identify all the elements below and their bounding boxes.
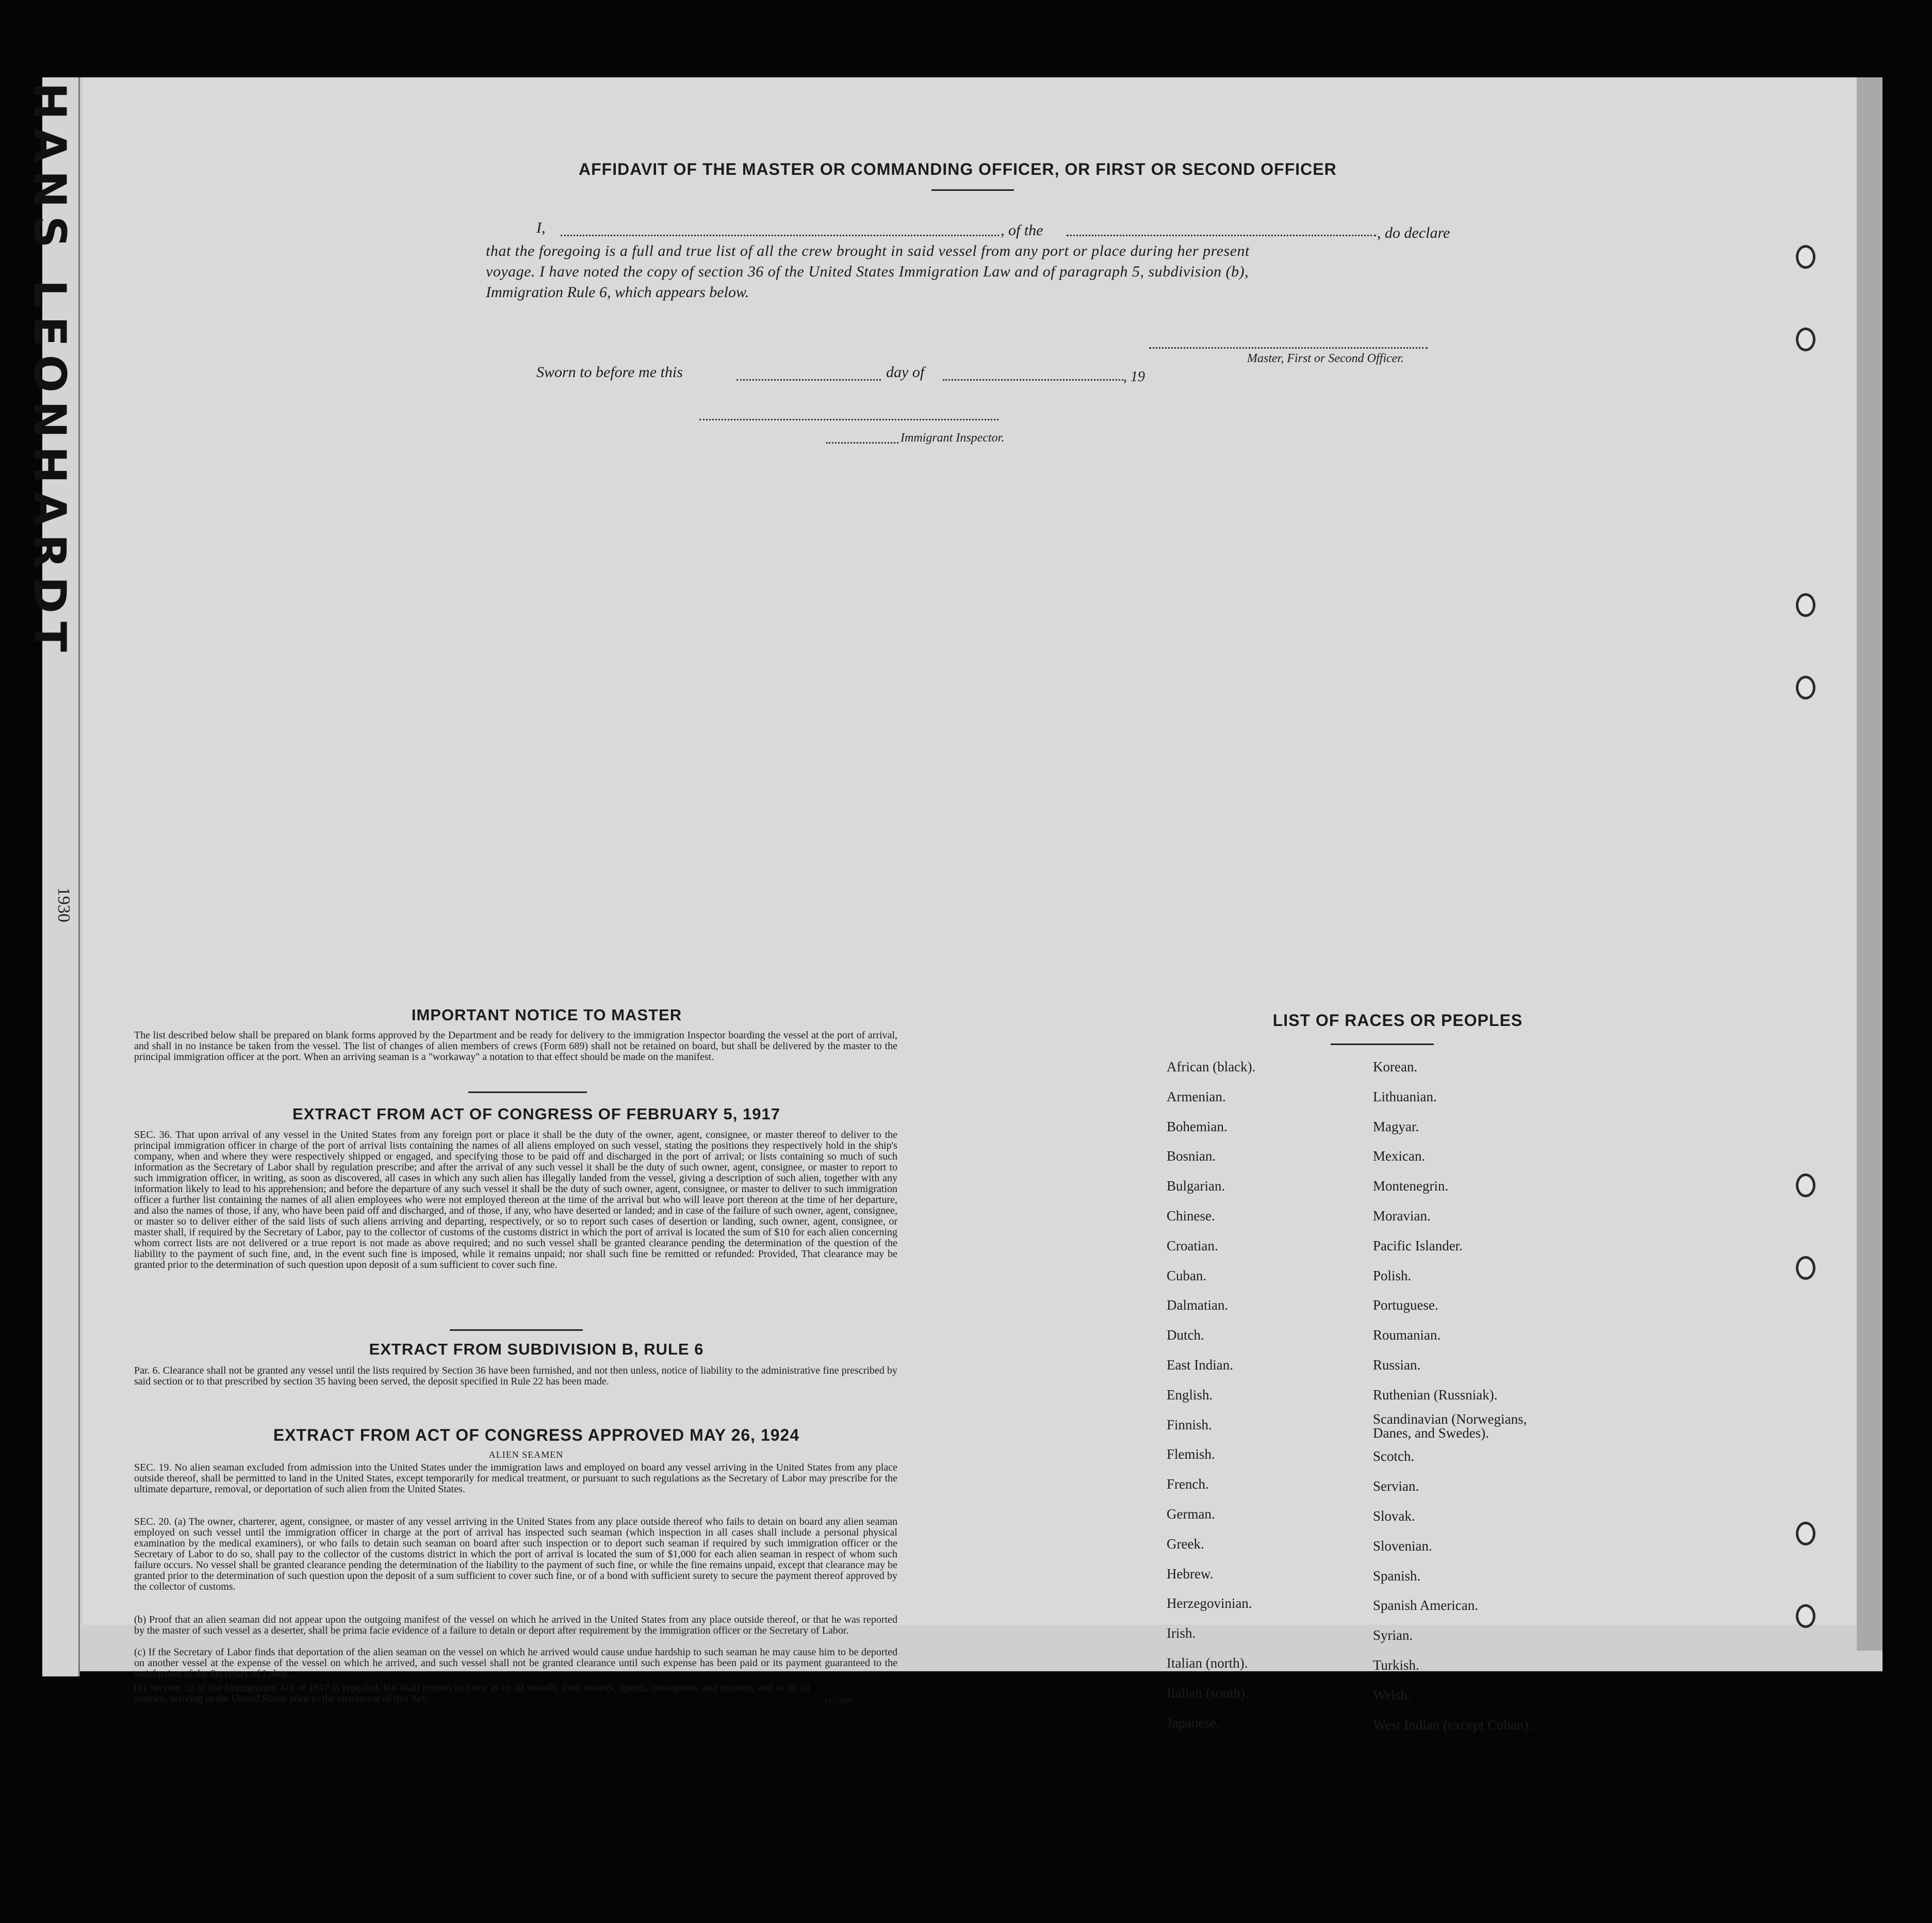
list-item: West Indian (except Cuban). <box>1373 1717 1532 1733</box>
races-title-rule <box>1331 1044 1434 1045</box>
extract-1924-sec20a: SEC. 20. (a) The owner, charterer, agent, consignee, or master of any vessel arriving in the United States from any place outside thereof who fails to detain on board any alien seaman employed on such vessel until the immigration officer in charge at the port of arrival has inspected such seaman (which inspection in all cases shall include a personal physical examination by the medical examiners), or who fails to detain such seaman on board after such inspection or to deport such seaman if required by such immigration officer or the Secretary of Labor to do so, shall pay to the collector of the customs district in which the port of arrival is located the sum of $1,000 for each alien seaman in respect of whom such failure occurs. No vessel shall be granted clearance pending the determination of the liability to the payment of such fine, or while the fine remains unpaid, except that clearance may be granted prior to the determination of such question upon the deposit of a sum sufficient to cover such fine, or of a bond with sufficient surety to secure the payment thereof approved by the collector of customs. <box>134 1516 897 1592</box>
list-item: German. <box>1167 1506 1215 1522</box>
sworn-label: Sworn to before me this <box>536 364 683 381</box>
section-rule <box>468 1091 587 1093</box>
binder-hole-icon <box>1796 245 1815 269</box>
list-item: Roumanian. <box>1373 1327 1441 1343</box>
list-item: Moravian. <box>1373 1208 1431 1224</box>
list-item: Slovenian. <box>1373 1538 1432 1554</box>
day-of-label: day of <box>886 364 925 381</box>
list-item: Lithuanian. <box>1373 1088 1437 1104</box>
inspector-blank-line-upper <box>699 419 998 420</box>
list-item: Italian (south). <box>1167 1685 1249 1701</box>
list-item: Flemish. <box>1167 1446 1215 1462</box>
list-item: Cuban. <box>1167 1267 1207 1283</box>
affidavit-i-label: I, <box>536 219 546 236</box>
extract-1917-body: SEC. 36. That upon arrival of any vessel in the United States from any foreign port or place it shall be the duty of the owner, agent, consignee, or master thereof to deliver to the principal immigration officer in charge of the port of arrival lists containing the names of all aliens employed on such vessel, stating the positions they respectively hold in the ship's company, when and where they were respectively shipped or engaged, and specifying those to be paid off and discharged in the port of arrival; or lists containing so much of such information as the Secretary of Labor shall by regulation prescribe; and after the arrival of any such vessel it shall be the duty of such owner, agent, consignee, or master to report to such immigration officer, in writing, as soon as discovered, all cases in which any such alien has illegally landed from the vessel, giving a description of such alien, together with any information likely to lead to his apprehension; and before the departure of any such vessel it shall be the duty of such owner, agent, consignee, or master to deliver to such immigration officer a further list containing the names of all alien employees who were not employed thereon at the time of the arrival but who will leave port thereon at the time of her departure, and also the names of those, if any, who have been paid off and discharged, and of those, if any, who have deserted or landed; and in case of the failure of such owner, agent, consignee, or master so to deliver either of the said lists of such aliens arriving and departing, respectively, or so to report such cases of desertion or landing, such owner, agent, consignee, or master shall, if required by the Secretary of Labor, pay to the collector of customs of the customs district in which the port of arrival is located the sum of $10 for each alien concerning whom correct lists are not delivered or a true report is not made as above required; and no such vessel shall be granted clearance pending the determination of the question of the liability to the payment of such fine, and, in the event such fine is imposed, while it remains unpaid; nor shall such fine be remitted or refunded: Provided, That clearance may be granted prior to the determination of such question upon deposit of a sum sufficient to cover such fine. <box>134 1129 897 1270</box>
spine-number: 1930 <box>54 887 73 922</box>
races-title: LIST OF RACES OR PEOPLES <box>1272 1011 1523 1030</box>
inspector-blank-line <box>826 442 898 444</box>
list-item: Slovak. <box>1373 1508 1415 1524</box>
form-number: 14—1240 <box>824 1697 853 1705</box>
vessel-blank-line <box>1067 235 1376 236</box>
list-item: Scotch. <box>1373 1448 1415 1464</box>
list-item: Welsh. <box>1373 1687 1411 1703</box>
list-item: French. <box>1167 1476 1209 1492</box>
affidavit-line-4: Immigration Rule 6, which appears below. <box>486 284 749 301</box>
spine-label: HANS LEONHARDT <box>24 83 75 660</box>
affidavit-title: AFFIDAVIT OF THE MASTER OR COMMANDING OFFICER, OR FIRST OR SECOND OFFICER <box>579 160 1337 178</box>
list-item: Japanese. <box>1167 1715 1220 1731</box>
list-item: Pacific Islander. <box>1373 1237 1463 1253</box>
document-page <box>83 77 1857 1625</box>
list-item: Hebrew. <box>1167 1566 1214 1582</box>
title-rule <box>931 189 1014 191</box>
affidavit-do-declare: , do declare <box>1377 224 1450 241</box>
list-item: Dalmatian. <box>1167 1297 1229 1313</box>
list-item: Spanish. <box>1373 1568 1421 1584</box>
list-item: Servian. <box>1373 1478 1419 1494</box>
extract-1924-sec20b: (b) Proof that an alien seaman did not appear upon the outgoing manifest of the vessel on which he arrived in the United States from any place outside thereof, or that he was reported by the master of such vessel as a deserter, shall be prima facie evidence of a failure to detain or deport after requirement by the immigration officer or the Secretary of Labor. <box>134 1614 897 1636</box>
list-item: Finnish. <box>1167 1416 1212 1432</box>
notice-body: The list described below shall be prepared on blank forms approved by the Department and be ready for delivery to the immigration Inspector boarding the vessel at the port of arrival, and shall in no instance be taken from the vessel. The list of changes of alien members of crews (Form 689) shall not be retained on board, but shall be delivered by the master to the principal immigration officer at the port. When an arriving seaman is a "workaway" a notation to that effect should be made on the manifest. <box>134 1030 897 1063</box>
races-list-right <box>1373 1052 1590 1740</box>
list-item: Montenegrin. <box>1373 1178 1449 1194</box>
binder-hole-icon <box>1796 1256 1815 1280</box>
affidavit-line-2: that the foregoing is a full and true list of all the crew brought in said vessel from any port or place during her present <box>486 242 1250 259</box>
extract-1924-sec20d: (d) Section 32 of the Immigration Act of 1917 is repealed, but shall remain in force as to all vessels, their owners, agents, consignees, and masters, and as to all seamen, arriving in the United States prior to the enactment of this Act. <box>134 1682 810 1704</box>
extract-1917-title: EXTRACT FROM ACT OF CONGRESS OF FEBRUARY 5, 1917 <box>292 1105 780 1123</box>
extract-1924-sec19: SEC. 19. No alien seaman excluded from admission into the United States under the immigration laws and employed on board any vessel arriving in the United States from any place outside thereof, shall be permitted to land in the United States, except temporarily for medical treatment, or pursuant to such regulations as the Secretary of Labor may prescribe for the ultimate departure, removal, or deportation of such alien from the United States. <box>134 1462 897 1495</box>
list-item: Chinese. <box>1167 1208 1215 1224</box>
binder-hole-icon <box>1796 1174 1815 1197</box>
year-prefix: , 19 <box>1123 369 1145 385</box>
inspector-caption: Immigrant Inspector. <box>900 431 1005 445</box>
list-item: African (black). <box>1167 1059 1256 1074</box>
binder-hole-icon <box>1796 1604 1815 1628</box>
list-item: Scandinavian (Norwegians, Danes, and Swedes). <box>1373 1411 1527 1441</box>
extract-rule6-title: EXTRACT FROM SUBDIVISION B, RULE 6 <box>369 1340 704 1358</box>
list-item: Portuguese. <box>1373 1297 1438 1313</box>
list-item: Turkish. <box>1373 1657 1419 1673</box>
extract-rule6-body: Par. 6. Clearance shall not be granted any vessel until the lists required by Section 36 have been furnished, and not then unless, notice of liability to the administrative fine prescribed by said section or to that prescribed by section 35 having been served, the deposit specified in Rule 22 has been made. <box>134 1365 897 1387</box>
list-item: Spanish American. <box>1373 1598 1478 1614</box>
list-item: Bulgarian. <box>1167 1178 1225 1194</box>
list-item: Russian. <box>1373 1357 1421 1373</box>
list-item: English. <box>1167 1387 1213 1403</box>
list-item: Mexican. <box>1373 1148 1426 1164</box>
month-blank-line <box>943 379 1123 381</box>
list-item: Armenian. <box>1167 1088 1226 1104</box>
affidavit-line-3: voyage. I have noted the copy of section 36 of the United States Immigration Law and of paragraph 5, subdivision (b), <box>486 263 1249 280</box>
name-blank-line <box>561 235 999 236</box>
list-item: Syrian. <box>1373 1627 1413 1643</box>
list-item: East Indian. <box>1167 1357 1233 1373</box>
list-item: Italian (north). <box>1167 1655 1248 1671</box>
list-item: Bosnian. <box>1167 1148 1216 1164</box>
affidavit-of-the: , of the <box>1001 222 1043 239</box>
extract-1924-subtitle: ALIEN SEAMEN <box>488 1449 564 1460</box>
list-item: Greek. <box>1167 1536 1204 1552</box>
races-list-left <box>1167 1052 1368 1738</box>
page-edge-strip <box>1857 77 1882 1651</box>
list-item: Korean. <box>1373 1059 1418 1074</box>
signature-caption: Master, First or Second Officer. <box>1247 352 1404 365</box>
binder-hole-icon <box>1796 676 1815 699</box>
list-item: Dutch. <box>1167 1327 1204 1343</box>
list-item: Polish. <box>1373 1267 1412 1283</box>
extract-1924-title: EXTRACT FROM ACT OF CONGRESS APPROVED MAY 26, 1924 <box>273 1426 800 1444</box>
binder-hole-icon <box>1796 1522 1815 1545</box>
list-item: Irish. <box>1167 1625 1196 1641</box>
extract-1924-sec20c: (c) If the Secretary of Labor finds that deportation of the alien seaman on the vessel on which he arrived would cause undue hardship to such seaman he may cause him to be deported on another vessel at the expense of the vessel on which he arrived, and such vessel shall not be granted clearance until such expense has been paid or its payment guaranteed to the satisfaction of the Secretary of Labor. <box>134 1647 897 1680</box>
signature-blank-line <box>1149 347 1428 349</box>
list-item: Ruthenian (Russniak). <box>1373 1387 1498 1403</box>
section-rule <box>450 1329 583 1331</box>
day-blank-line <box>736 379 881 381</box>
binder-hole-icon <box>1796 328 1815 351</box>
binder-hole-icon <box>1796 593 1815 617</box>
list-item: Bohemian. <box>1167 1118 1227 1134</box>
list-item: Herzegovinian. <box>1167 1595 1252 1611</box>
list-item: Croatian. <box>1167 1237 1218 1253</box>
list-item: Magyar. <box>1373 1118 1419 1134</box>
notice-title: IMPORTANT NOTICE TO MASTER <box>411 1006 682 1024</box>
